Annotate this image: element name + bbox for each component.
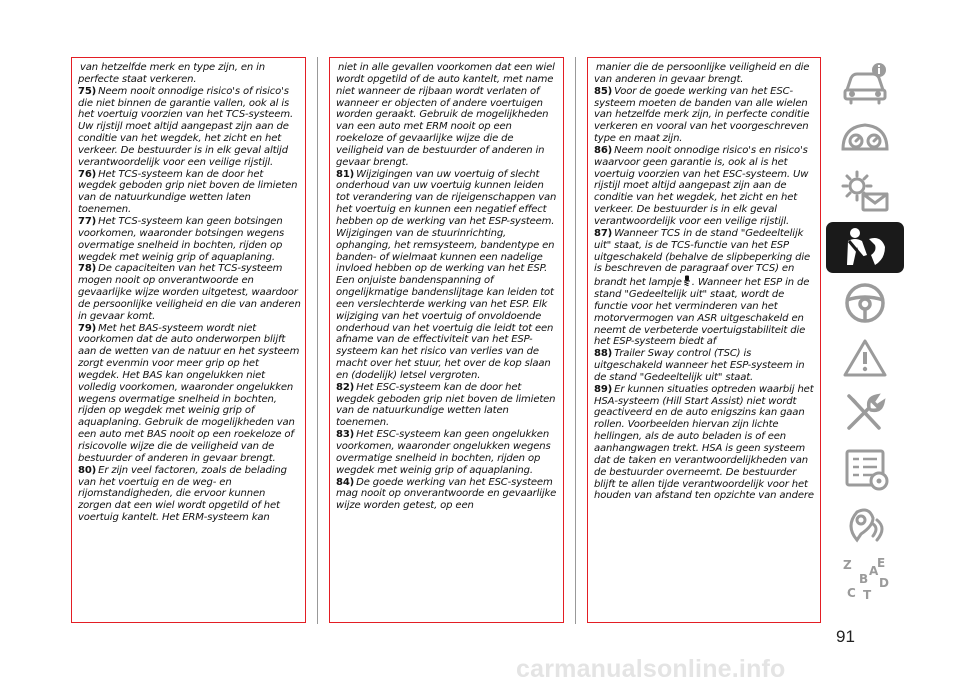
svg-text:T: T xyxy=(863,587,872,601)
svg-text:E: E xyxy=(877,555,886,570)
paragraph: 88) Trailer Sway control (TSC) is uitgeschakeld wanneer het ESP-systeem in de stand "Gedeeltelijk uit" staat. xyxy=(594,348,805,383)
paragraph: niet in alle gevallen voorkomen dat een wiel wordt opgetild of de auto kantelt, met name niet wanneer de rijbaan wordt verlaten of wanneer er objecten of andere voertuigen worden geraakt. Gebruik de mogelijkheden van een auto met ERM nooit op een roekeloze of gevaarlijke wijze die de veiligheid van de bestuurder of anderen in gevaar brengt. xyxy=(336,62,555,168)
paragraph: 78) De capaciteiten van het TCS-systeem mogen nooit op onverantwoorde en gevaarlijke wijze worden uitgetest, waardoor de persoonlijke veiligheid en die van anderen in gevaar komt. xyxy=(78,263,301,322)
paragraph: 82) Het ESC-systeem kan de door het wegdek geboden grip niet boven de limieten van de natuurkundige wetten laten toenemen. xyxy=(336,381,556,429)
column-divider xyxy=(575,57,576,624)
text-column-1 xyxy=(71,57,306,623)
chapter-tab-multimedia[interactable] xyxy=(826,497,904,548)
watermark: carmanualsonline.info xyxy=(516,655,786,683)
paragraph: 85) Voor de goede werking van het ESC-systeem moeten de banden van alle wielen van hetzelfde merk zijn, in perfecte conditie verkeren en vooral van het voorgeschreven type en maat zijn. xyxy=(594,85,810,145)
paragraph: 79) Met het BAS-systeem wordt niet voorkomen dat de auto onderworpen blijft aan de wetten van de natuur en het systeem zorgt evenmin voor meer grip op het wegdek. Het BAS kan ongelukken niet volledig voorkomen, waaronder ongelukken wegens overmatige snelheid in bochten, rijden op wegdek met weinig grip of aquaplaning. Gebruik de mogelijkheden van een auto met BAS nooit op een roekeloze of risicovolle wijze die de veiligheid van de bestuurder of anderen in gevaar brengt. xyxy=(78,322,300,464)
car-info-icon xyxy=(839,60,891,106)
paragraph: 76) Het TCS-systeem kan de door het wegdek geboden grip niet boven de limieten van de natuurkundige wetten laten toenemen. xyxy=(78,168,298,216)
paragraph: 89) Er kunnen situaties optreden waarbij het HSA-systeem (Hill Start Assist) niet wordt geactiveerd en de auto enigszins kan gaan rollen. Voorbeelden hiervan zijn lichte hellingen, als de auto beladen is of een aanhangwagen trekt. HSA is geen systeem dat de taken en verantwoordelijkheden van de bestuurder overneemt. De bestuurder blijft te allen tijde verantwoordelijk voor het houden van afstand ten opzichte van andere xyxy=(594,383,814,502)
chapter-tab-maintenance[interactable] xyxy=(826,387,904,438)
text-column-2 xyxy=(329,57,564,623)
text-column-3 xyxy=(587,57,821,623)
paragraph: 77) Het TCS-systeem kan geen botsingen voorkomen, waaronder botsingen wegens overmatige snelheid in bochten, rijden op wegdek met weinig grip of aquaplaning. xyxy=(78,215,285,263)
chapter-tab-vehicle[interactable] xyxy=(826,57,904,108)
safety-seatbelt-icon xyxy=(839,225,891,271)
paragraph: 81) Wijzigingen van uw voertuig of slecht onderhoud van uw voertuig kunnen leiden tot verandering van de rijeigenschappen van het voertuig en kunnen een negatief effect hebben op de werking van het ESP-systeem. Wijzigingen van de stuurinrichting, ophanging, het remsysteem, bandentype en banden- of wielmaat kunnen een nadelige invloed hebben op de werking van het ESP. Een onjuiste bandenspanning of ongelijkmatige bandenslijtage kan leiden tot een verslechterde werking van het ESP. Elk wijziging van het voertuig of onvoldoende onderhoud van het voertuig die leidt tot een afname van de effectiviteit van het ESP-systeem kan het risico van verlies van de macht over het stuur, het over de kop slaan en (dodelijk) letsel vergroten. xyxy=(336,168,557,381)
paragraph: 86) Neem nooit onnodige risico's en risico's waarvoor geen garantie is, ook al is het voertuig voorzien van het ESC-systeem. Uw rijstijl moet altijd aangepast zijn aan de conditie van het wegdek, het zicht en het verkeer. De bestuurder is in elk geval verantwoordelijk voor een veilige rijstijl. xyxy=(594,144,809,227)
tools-icon xyxy=(839,390,891,436)
chapter-tab-lights[interactable] xyxy=(826,167,904,218)
chapter-tab-technical-data[interactable] xyxy=(826,442,904,493)
technical-data-icon xyxy=(839,445,891,491)
chapter-tab-safety[interactable] xyxy=(826,222,904,273)
paragraph: van hetzelfde merk en type zijn, en in perfecte staat verkeren. xyxy=(78,62,265,85)
esp-off-warning-icon xyxy=(683,275,691,286)
chapter-tab-emergency[interactable] xyxy=(826,332,904,383)
light-envelope-icon xyxy=(839,170,891,216)
svg-text:Z: Z xyxy=(843,557,852,572)
paragraph: 83) Het ESC-systeem kan geen ongelukken voorkomen, waaronder ongelukken wegens overmatige snelheid in bochten, rijden op wegdek met weinig grip of aquaplaning. xyxy=(336,429,551,476)
paragraph: 87) Wanneer TCS in de stand "Gedeeltelijk uit" staat, is de TCS-functie van het ESP uitgeschakeld (behalve de slipbeperking die is beschreven de paragraaf over TCS) en brandt het lampje . Wanneer het ESP in de stand "Gedeeltelijk uit" staat, wordt de functie voor het verminderen van het motorvermogen van ASR uitgeschakeld en neemt de verbeterde voertuigstabiliteit die het ESP-systeem biedt af xyxy=(594,227,811,348)
paragraph: manier die de persoonlijke veiligheid en die van anderen in gevaar brengt. xyxy=(594,62,810,85)
page-number: 91 xyxy=(836,627,855,646)
steering-wheel-icon xyxy=(839,280,891,326)
svg-text:A: A xyxy=(869,563,879,578)
chapter-tab-starting[interactable] xyxy=(826,277,904,328)
chapter-tab-dashboard[interactable] xyxy=(826,112,904,163)
svg-text:C: C xyxy=(847,585,856,600)
chapter-sidebar xyxy=(826,57,906,607)
multimedia-icon xyxy=(839,500,891,546)
column-divider xyxy=(317,57,318,624)
svg-text:B: B xyxy=(859,571,869,586)
chapter-tab-index[interactable] xyxy=(826,552,904,603)
warning-triangle-icon xyxy=(839,335,891,381)
dashboard-icon xyxy=(839,115,891,161)
paragraph: 75) Neem nooit onnodige risico's of risico's die niet binnen de garantie vallen, ook al is het voertuig voorzien van het TCS-systeem. Uw rijstijl moet altijd aangepast zijn aan de conditie van het wegdek, het zicht en het verkeer. De bestuurder is in elk geval altijd verantwoordelijk voor een veilige rijstijl. xyxy=(78,85,294,168)
svg-text:D: D xyxy=(879,575,889,590)
index-icon xyxy=(839,555,891,601)
paragraph: 80) Er zijn veel factoren, zoals de belading van het voertuig en de weg- en rijomstandigheden, die ervoor kunnen zorgen dat een wiel wordt opgetild of het voertuig kantelt. Het ERM-systeem kan xyxy=(78,464,287,524)
paragraph: 84) De goede werking van het ESC-systeem mag nooit op onverantwoorde en gevaarlijke wijze worden getest, op een xyxy=(336,476,557,512)
